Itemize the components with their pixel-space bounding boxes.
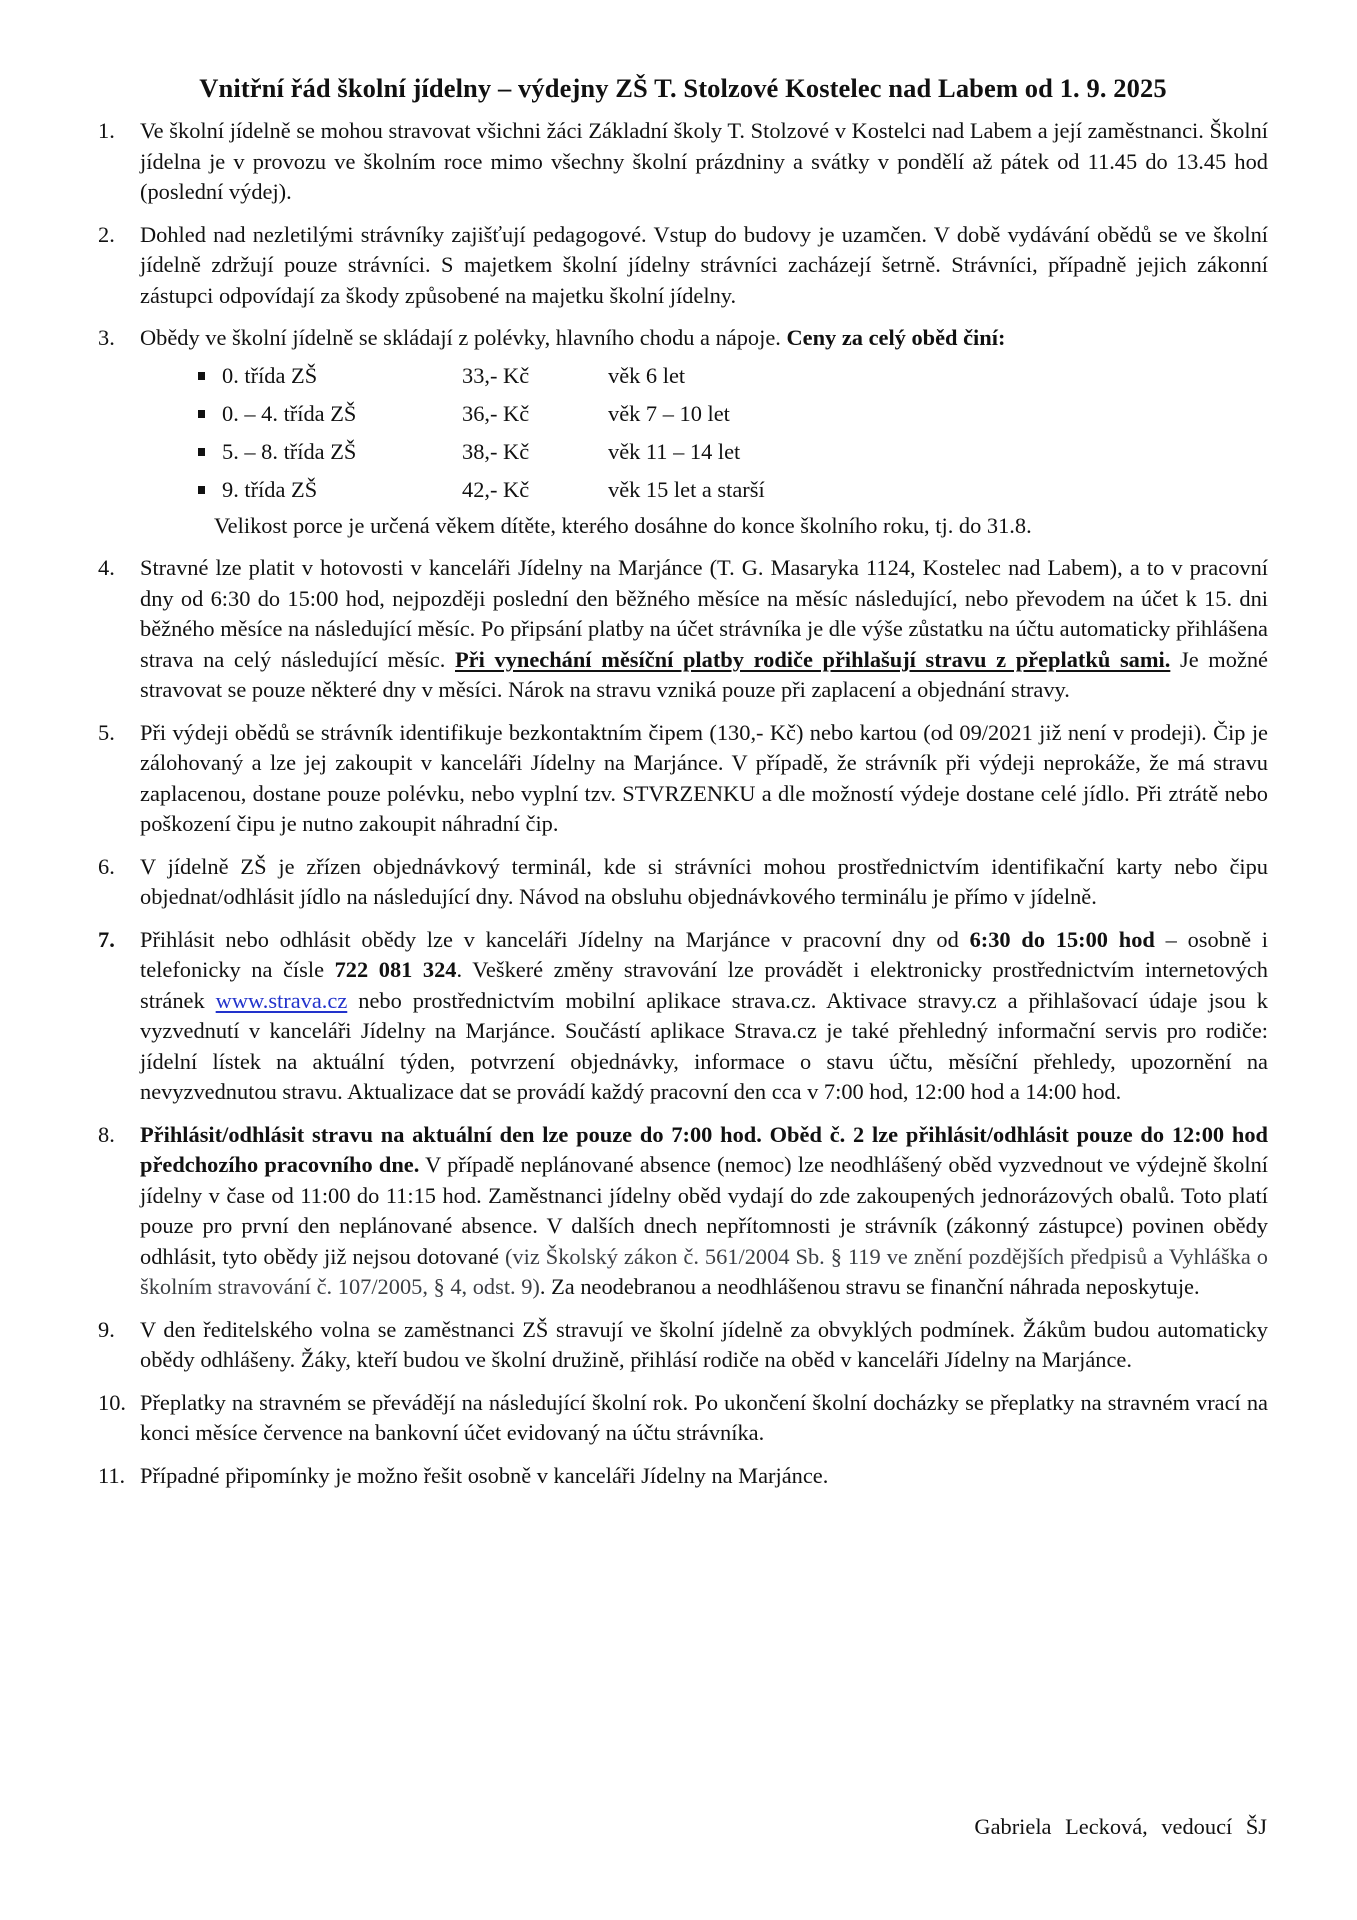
document-title: Vnitřní řád školní jídelny – výdejny ZŠ T. Stolzové Kostelec nad Labem od 1. 9. 2025 (199, 73, 1167, 103)
rule-10 (98, 1388, 1268, 1449)
rule-text: Ve školní jídelně se mohou stravovat všichni žáci Základní školy T. Stolzové v Kostelci nad Labem a její zaměstnanci. Školní jídelna je v provozu ve školním roce mimo všechny školní prázdniny a svátky v pondělí až pátek od 11.45 do 13.45 hod (poslední výdej). (140, 118, 1268, 204)
rule-text: Dohled nad nezletilými strávníky zajišťují pedagogové. Vstup do budovy je uzamčen. V době vydávání obědů se ve školní jídelně zdržují pouze strávníci. S majetkem školní jídelny strávníci zacházejí šetrně. Strávníci, případně jejich zákonní zástupci odpovídají za škody způsobené na majetku školní jídelny. (140, 221, 1268, 308)
rule-number: 6. (98, 853, 115, 879)
price-row (140, 471, 1268, 509)
rule-8 (98, 1120, 1268, 1303)
price-amount: 42,- Kč (462, 476, 530, 502)
rule-6 (98, 852, 1268, 913)
office-hours: 6:30 do 15:00 hod (969, 926, 1155, 952)
square-bullet-icon (198, 410, 205, 418)
rule-text: Obědy ve školní jídelně se skládají z polévky, hlavního chodu a nápoje. (140, 325, 781, 350)
rule-text: V případě neplánované absence (nemoc) lze neodhlášený oběd vyzvednout ve výdejně školní jídelny v čase od 11:00 do 11:15 hod. Zaměstnanci jídelny oběd vydají do zde zakoupených jednorázových obalů. Toto platí pouze pro první den neplánované absence. V dalších dnech nepřítomnosti je strávník (zákonný zástupce) povinen obědy odhlásit, tyto obědy již nejsou dotované (140, 1152, 1269, 1269)
rule-2 (98, 220, 1268, 312)
rule-7 (98, 925, 1268, 1108)
rule-text: Stravné lze platit v hotovosti v kanceláři Jídelny na Marjánce (T. G. Masaryka 1124, Kostelec nad Labem), a to v pracovní dny od 6:30 do 15:00 hod, nejpozději poslední den běžného měsíce na měsíc následující, nebo převodem na účet k 15. dni běžného měsíce na následující měsíc. Po připsání platby na účet strávníka je dle výše zůstatku na účtu automaticky přihlášena strava na celý následující měsíc. (140, 555, 1268, 672)
phone-number: 722 081 324 (334, 957, 457, 982)
rule-text: Případné připomínky je možno řešit osobně v kanceláři Jídelny na Marjánce. (140, 1462, 829, 1488)
price-amount: 36,- Kč (462, 400, 530, 426)
price-age: věk 7 – 10 let (608, 400, 730, 426)
payment-warning: Při vynechání měsíční platby rodiče přihlašují stravu z přeplatků sami. (455, 646, 1171, 672)
rule-number: 4. (98, 555, 115, 580)
rule-text: Přihlásit nebo odhlásit obědy lze v kanceláři Jídelny na Marjánce v pracovní dny od (140, 926, 959, 952)
rule-11 (98, 1461, 1268, 1492)
rule-text-wrap (140, 1120, 1268, 1303)
rule-number: 11. (98, 1462, 126, 1488)
rule-number: 1. (98, 118, 115, 143)
square-bullet-icon (198, 448, 205, 456)
price-grade: 5. – 8. třída ZŠ (222, 438, 357, 464)
square-bullet-icon (198, 372, 205, 380)
rule-number: 5. (98, 719, 115, 745)
rule-number: 9. (98, 1316, 115, 1342)
rule-text: V jídelně ZŠ je zřízen objednávkový terminál, kde si strávníci mohou prostřednictvím identifikační karty nebo čipu objednat/odhlásit jídlo na následující dny. Návod na obsluhu objednávkového terminálu je přímo v jídelně. (140, 853, 1268, 909)
rule-text: . Veškeré změny stravování lze provádět i elektronicky prostřednictvím internetových stránek (140, 957, 1269, 1013)
document-page (98, 70, 1268, 1491)
rule-number: 8. (98, 1121, 115, 1147)
rule-text: – osobně i telefonicky na čísle (140, 926, 1268, 982)
rule-text-wrap (140, 553, 1268, 706)
price-row (140, 433, 1268, 471)
signature: Gabriela Lecková, vedoucí ŠJ (974, 1814, 1267, 1839)
price-row (140, 395, 1268, 433)
price-age: věk 11 – 14 let (608, 438, 741, 464)
rule-number: 3. (98, 325, 115, 350)
rule-text: nebo prostřednictvím mobilní aplikace strava.cz. Aktivace stravy.cz a přihlašovací údaje jsou k vyzvednutí v kanceláři Jídelny na Marjánce. Součástí aplikace Strava.cz je také přehledný informační servis pro rodiče: jídelní lístek na aktuální týden, potvrzení objednávky, informace o stavu účtu, měsíční přehledy, upozornění na nevyzvednutou stravu. Aktualizace dat se provádí každý pracovní den cca v 7:00 hod, 12:00 hod a 14:00 hod. (140, 987, 1268, 1104)
rule-text: Při výdeji obědů se strávník identifikuje bezkontaktním čipem (130,- Kč) nebo kartou (od 09/2021 již není v prodeji). Čip je zálohovaný a lze jej zakoupit v kanceláři Jídelny na Marjánce. V případě, že strávník při výdeji neprokáže, že má stravu zaplacenou, dostane pouze polévku, nebo vyplní tzv. STVRZENKU a dle možností výdeje dostane celé jídlo. Při ztrátě nebo poškození čipu je nutno zakoupit náhradní čip. (140, 719, 1268, 836)
price-grade: 0. třída ZŠ (222, 362, 318, 388)
deadline-notice: Přihlásit/odhlásit stravu na aktuální den lze pouze do 7:00 hod. Oběd č. 2 lze přihlásit/odhlásit pouze do 12:00 hod předchozího pracovního dne. (140, 1121, 1268, 1177)
rule-text: Přeplatky na stravném se převádějí na následující školní rok. Po ukončení školní docházky se přeplatky na stravném vrací na konci měsíce července na bankovní účet evidovaný na účtu strávníka. (140, 1389, 1268, 1445)
price-grade: 0. – 4. třída ZŠ (222, 400, 357, 426)
rule-text-tail: . Za neodebranou a neodhlášenou stravu se finanční náhrada neposkytuje. (539, 1274, 1200, 1299)
price-heading: Ceny za celý oběd činí: (786, 325, 1006, 350)
price-amount: 38,- Kč (462, 438, 530, 464)
rule-5 (98, 718, 1268, 840)
rule-1 (98, 116, 1268, 208)
rule-number: 7. (98, 926, 115, 952)
legal-reference: (viz Školský zákon č. 561/2004 Sb. § 119 ve znění pozdějších předpisů a Vyhláška o školním stravování č. 107/2005, § 4, odst. 9) (140, 1243, 1268, 1299)
rule-9 (98, 1315, 1268, 1376)
price-grade: 9. třída ZŠ (222, 476, 318, 502)
price-row (140, 357, 1268, 395)
portion-note: Velikost porce je určená věkem dítěte, kterého dosáhne do konce školního roku, tj. do 31.8. (214, 512, 1032, 538)
rule-text: V den ředitelského volna se zaměstnanci ZŠ stravují ve školní jídelně za obvyklých podmínek. Žákům budou automaticky obědy odhlášeny. Žáky, kteří budou ve školní družině, přihlásí rodiče na oběd v kanceláři Jídelny na Marjánce. (140, 1316, 1268, 1372)
price-amount: 33,- Kč (462, 362, 530, 388)
strava-link[interactable]: www.strava.cz (215, 987, 348, 1013)
rule-number: 10. (98, 1389, 126, 1415)
price-age: věk 6 let (608, 362, 686, 388)
rule-text-tail: Je možné stravovat se pouze některé dny v měsíci. Nárok na stravu vzniká pouze při zaplacení a objednání stravy. (140, 646, 1268, 702)
rule-3 (98, 323, 1268, 541)
rule-text-wrap (140, 323, 1268, 354)
rule-text-wrap (140, 925, 1268, 1108)
square-bullet-icon (198, 486, 205, 494)
price-age: věk 15 let a starší (608, 476, 765, 502)
price-list (140, 357, 1268, 509)
rule-number: 2. (98, 221, 115, 247)
rule-4 (98, 553, 1268, 706)
